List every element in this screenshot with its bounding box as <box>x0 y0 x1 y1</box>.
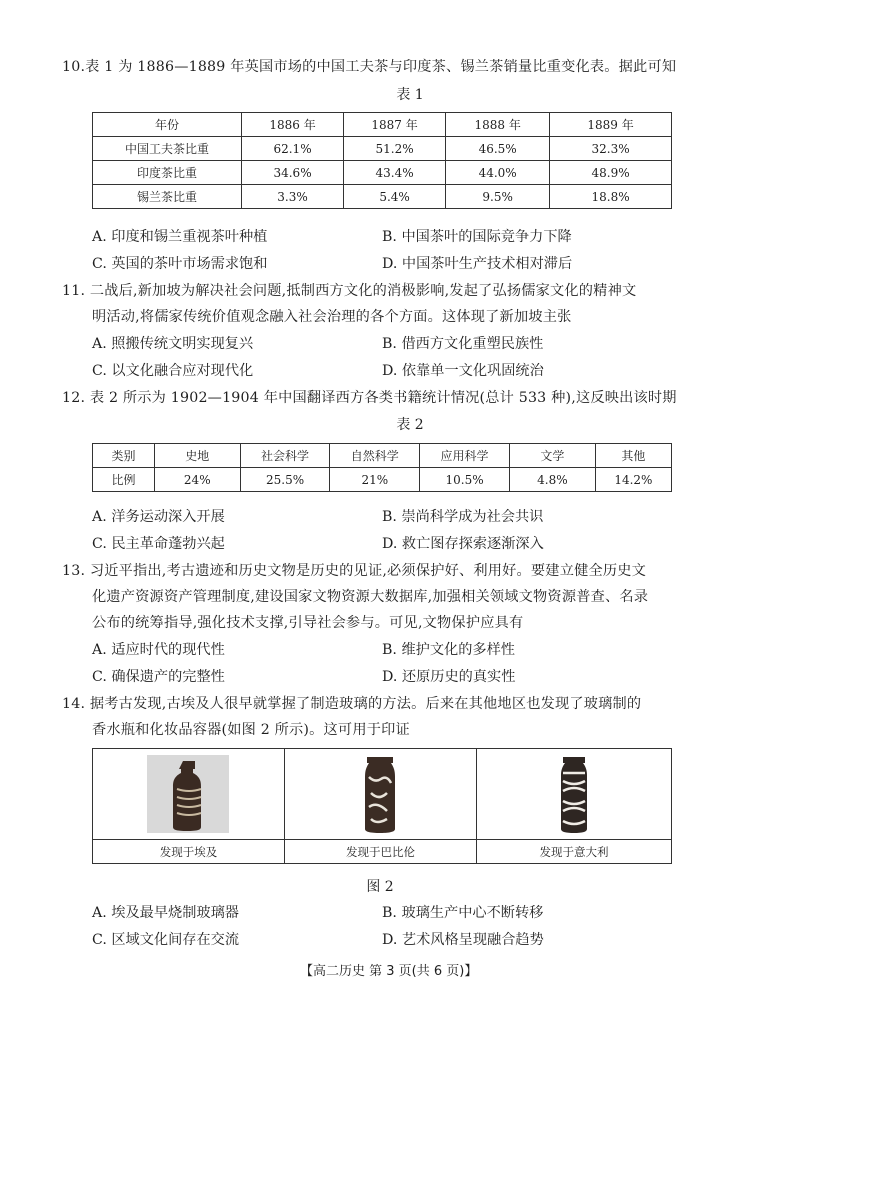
table-row <box>93 185 672 209</box>
glass-bottle-italy-image <box>477 749 671 839</box>
table-header-cell: 文学 <box>509 444 595 468</box>
table-cell: 62.1% <box>242 137 344 161</box>
q11-option-a[interactable]: A. 照搬传统文明实现复兴 <box>92 336 254 352</box>
table1-caption: 表 1 <box>396 87 424 103</box>
q10-stem: 10.表 1 为 1886—1889 年英国市场的中国工夫茶与印度茶、锡兰茶销量比重变化表。据此可知 <box>62 59 677 75</box>
figure-label-babylon: 发现于巴比伦 <box>285 839 476 864</box>
q12-option-c[interactable]: C. 民主革命蓬勃兴起 <box>92 536 225 552</box>
table-cell: 25.5% <box>240 468 330 492</box>
q13-option-b[interactable]: B. 维护文化的多样性 <box>382 642 515 658</box>
table-cell: 5.4% <box>344 185 446 209</box>
table-header-cell: 类别 <box>93 444 155 468</box>
table-header-cell: 史地 <box>154 444 240 468</box>
figure-cell-egypt <box>93 749 285 863</box>
table-header-cell: 1886 年 <box>242 113 344 137</box>
figure-cell-babylon <box>285 749 477 863</box>
glass-bottle-egypt-image <box>93 749 284 839</box>
table-header-cell: 其他 <box>595 444 671 468</box>
table2-caption: 表 2 <box>396 417 424 433</box>
glass-bottle-babylon-image <box>285 749 476 839</box>
q11-option-b[interactable]: B. 借西方文化重塑民族性 <box>382 336 544 352</box>
table-cell: 4.8% <box>509 468 595 492</box>
q11-stem-line1: 11. 二战后,新加坡为解决社会问题,抵制西方文化的消极影响,发起了弘扬儒家文化的精神文 <box>62 283 637 299</box>
table-row <box>93 468 672 492</box>
q13-stem-line3: 公布的统筹指导,强化技术支撑,引导社会参与。可见,文物保护应具有 <box>92 615 524 631</box>
table-header-cell: 1889 年 <box>550 113 672 137</box>
table-cell: 48.9% <box>550 161 672 185</box>
q13-option-a[interactable]: A. 适应时代的现代性 <box>92 642 225 658</box>
table-cell: 中国工夫茶比重 <box>93 137 242 161</box>
table-row <box>93 161 672 185</box>
figure-label-italy: 发现于意大利 <box>477 839 671 864</box>
q12-option-b[interactable]: B. 崇尚科学成为社会共识 <box>382 509 544 525</box>
table-cell: 印度茶比重 <box>93 161 242 185</box>
table-cell: 锡兰茶比重 <box>93 185 242 209</box>
table-header-cell: 年份 <box>93 113 242 137</box>
q12-option-a[interactable]: A. 洋务运动深入开展 <box>92 509 225 525</box>
q10-option-a[interactable]: A. 印度和锡兰重视茶叶种植 <box>92 229 268 245</box>
table-cell: 34.6% <box>242 161 344 185</box>
table-1 <box>92 112 672 209</box>
q12-stem: 12. 表 2 所示为 1902—1904 年中国翻译西方各类书籍统计情况(总计 533 种),这反映出该时期 <box>62 390 677 406</box>
q10-option-c[interactable]: C. 英国的茶叶市场需求饱和 <box>92 256 268 272</box>
table-cell: 3.3% <box>242 185 344 209</box>
q13-stem-line2: 化遗产资源资产管理制度,建设国家文物资源大数据库,加强相关领域文物资源普查、名录 <box>92 589 649 605</box>
q11-option-c[interactable]: C. 以文化融合应对现代化 <box>92 363 254 379</box>
table-cell: 18.8% <box>550 185 672 209</box>
table-2 <box>92 443 672 492</box>
table-cell: 43.4% <box>344 161 446 185</box>
table-header-cell: 1888 年 <box>446 113 550 137</box>
table-cell: 24% <box>154 468 240 492</box>
table-header-cell: 社会科学 <box>240 444 330 468</box>
q14-stem-line1: 14. 据考古发现,古埃及人很早就掌握了制造玻璃的方法。后来在其他地区也发现了玻璃制的 <box>62 696 642 712</box>
table-header-row <box>93 113 672 137</box>
q13-stem-line1: 13. 习近平指出,考古遗迹和历史文物是历史的见证,必须保护好、利用好。要建立健全历史文 <box>62 563 647 579</box>
table-cell: 44.0% <box>446 161 550 185</box>
table-cell: 51.2% <box>344 137 446 161</box>
q14-option-a[interactable]: A. 埃及最早烧制玻璃器 <box>92 905 239 921</box>
q14-option-c[interactable]: C. 区域文化间存在交流 <box>92 932 240 948</box>
q14-stem-line2: 香水瓶和化妆品容器(如图 2 所示)。这可用于印证 <box>92 722 410 738</box>
table-header-row <box>93 444 672 468</box>
figure-label-egypt: 发现于埃及 <box>93 839 284 864</box>
table-cell: 32.3% <box>550 137 672 161</box>
q11-stem-line2: 明活动,将儒家传统价值观念融入社会治理的各个方面。这体现了新加坡主张 <box>92 309 572 325</box>
q13-option-d[interactable]: D. 还原历史的真实性 <box>382 669 516 685</box>
table-row <box>93 137 672 161</box>
q11-option-d[interactable]: D. 依靠单一文化巩固统治 <box>382 363 544 379</box>
q13-option-c[interactable]: C. 确保遗产的完整性 <box>92 669 225 685</box>
table-header-cell: 自然科学 <box>330 444 420 468</box>
q10-option-d[interactable]: D. 中国茶叶生产技术相对滞后 <box>382 256 573 272</box>
figure-2 <box>92 748 672 864</box>
table-cell: 14.2% <box>595 468 671 492</box>
figure-cell-italy <box>477 749 671 863</box>
table-header-cell: 应用科学 <box>420 444 510 468</box>
table-cell: 46.5% <box>446 137 550 161</box>
q14-option-d[interactable]: D. 艺术风格呈现融合趋势 <box>382 932 544 948</box>
table-cell: 9.5% <box>446 185 550 209</box>
page-footer: 【高二历史 第 3 页(共 6 页)】 <box>300 964 478 979</box>
q10-option-b[interactable]: B. 中国茶叶的国际竞争力下降 <box>382 229 572 245</box>
q14-option-b[interactable]: B. 玻璃生产中心不断转移 <box>382 905 544 921</box>
table-cell: 10.5% <box>420 468 510 492</box>
table-cell: 比例 <box>93 468 155 492</box>
table-header-cell: 1887 年 <box>344 113 446 137</box>
q12-option-d[interactable]: D. 救亡图存探索逐渐深入 <box>382 536 544 552</box>
table-cell: 21% <box>330 468 420 492</box>
figure2-caption: 图 2 <box>366 879 394 895</box>
